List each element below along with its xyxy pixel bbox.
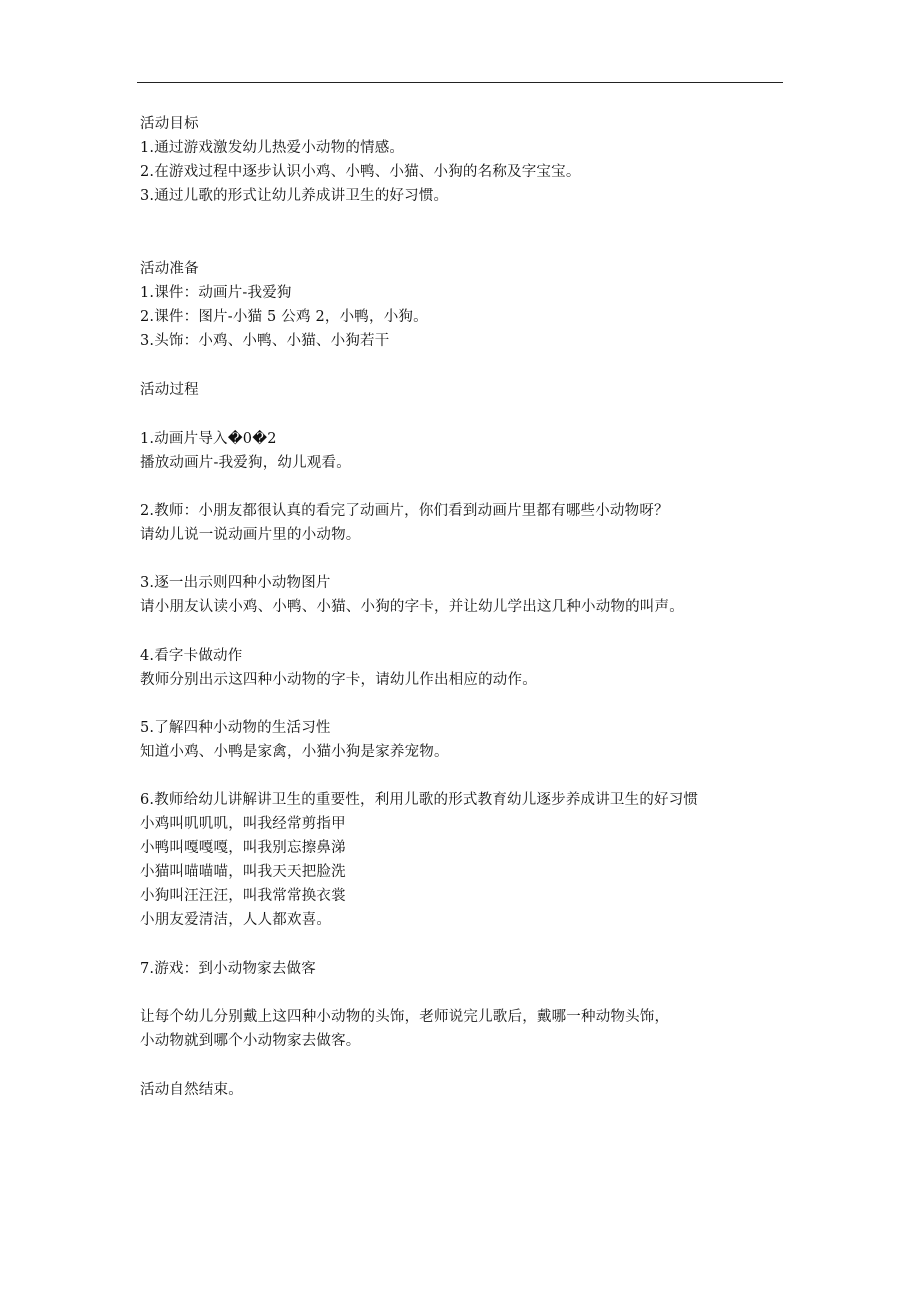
- step-2-title: 2.教师：小朋友都很认真的看完了动画片，你们看到动画片里都有哪些小动物呀？: [140, 503, 669, 519]
- header-rule: [137, 82, 783, 83]
- step-1-text: 播放动画片-我爱狗，幼儿观看。: [140, 455, 351, 471]
- rhyme-line-2: 小鸭叫嘎嘎嘎，叫我别忘擦鼻涕: [140, 840, 346, 856]
- step-4-text: 教师分别出示这四种小动物的字卡，请幼儿作出相应的动作。: [140, 672, 537, 688]
- step-3-text: 请小朋友认读小鸡、小鸭、小猫、小狗的字卡，并让幼儿学出这几种小动物的叫声。: [140, 599, 684, 615]
- step-7-text-2: 小动物就到哪个小动物家去做客。: [140, 1033, 361, 1049]
- rhyme-line-4: 小狗叫汪汪汪，叫我常常换衣裳: [140, 888, 346, 904]
- rhyme-line-3: 小猫叫喵喵喵，叫我天天把脸洗: [140, 864, 346, 880]
- preparation-item-1: 1.课件：动画片-我爱狗: [140, 285, 292, 301]
- section-heading-process: 活动过程: [140, 382, 199, 398]
- preparation-item-3: 3.头饰：小鸡、小鸭、小猫、小狗若干: [140, 333, 390, 349]
- section-heading-preparation: 活动准备: [140, 261, 199, 277]
- step-1-title: 1.动画片导入�0�2: [140, 431, 277, 447]
- goal-item-2: 2.在游戏过程中逐步认识小鸡、小鸭、小猫、小狗的名称及字宝宝。: [140, 164, 581, 180]
- step-3-title: 3.逐一出示则四种小动物图片: [140, 575, 331, 591]
- goal-item-3: 3.通过儿歌的形式让幼儿养成讲卫生的好习惯。: [140, 188, 449, 204]
- closing-line: 活动自然结束。: [140, 1082, 243, 1098]
- step-2-text: 请幼儿说一说动画片里的小动物。: [140, 527, 361, 543]
- step-5-text: 知道小鸡、小鸭是家禽，小猫小狗是家养宠物。: [140, 744, 449, 760]
- rhyme-line-5: 小朋友爱清洁，人人都欢喜。: [140, 912, 332, 928]
- step-7-text-1: 让每个幼儿分别戴上这四种小动物的头饰，老师说完儿歌后，戴哪一种动物头饰，: [140, 1009, 670, 1025]
- rhyme-line-1: 小鸡叫叽叽叽，叫我经常剪指甲: [140, 816, 346, 832]
- step-4-title: 4.看字卡做动作: [140, 648, 243, 664]
- step-6-title: 6.教师给幼儿讲解讲卫生的重要性，利用儿歌的形式教育幼儿逐步养成讲卫生的好习惯: [140, 792, 699, 808]
- step-5-title: 5.了解四种小动物的生活习性: [140, 720, 331, 736]
- preparation-item-2: 2.课件：图片-小猫 5 公鸡 2，小鸭，小狗。: [140, 309, 428, 325]
- section-heading-goals: 活动目标: [140, 116, 199, 132]
- goal-item-1: 1.通过游戏激发幼儿热爱小动物的情感。: [140, 140, 405, 156]
- step-7-title: 7.游戏：到小动物家去做客: [140, 961, 316, 977]
